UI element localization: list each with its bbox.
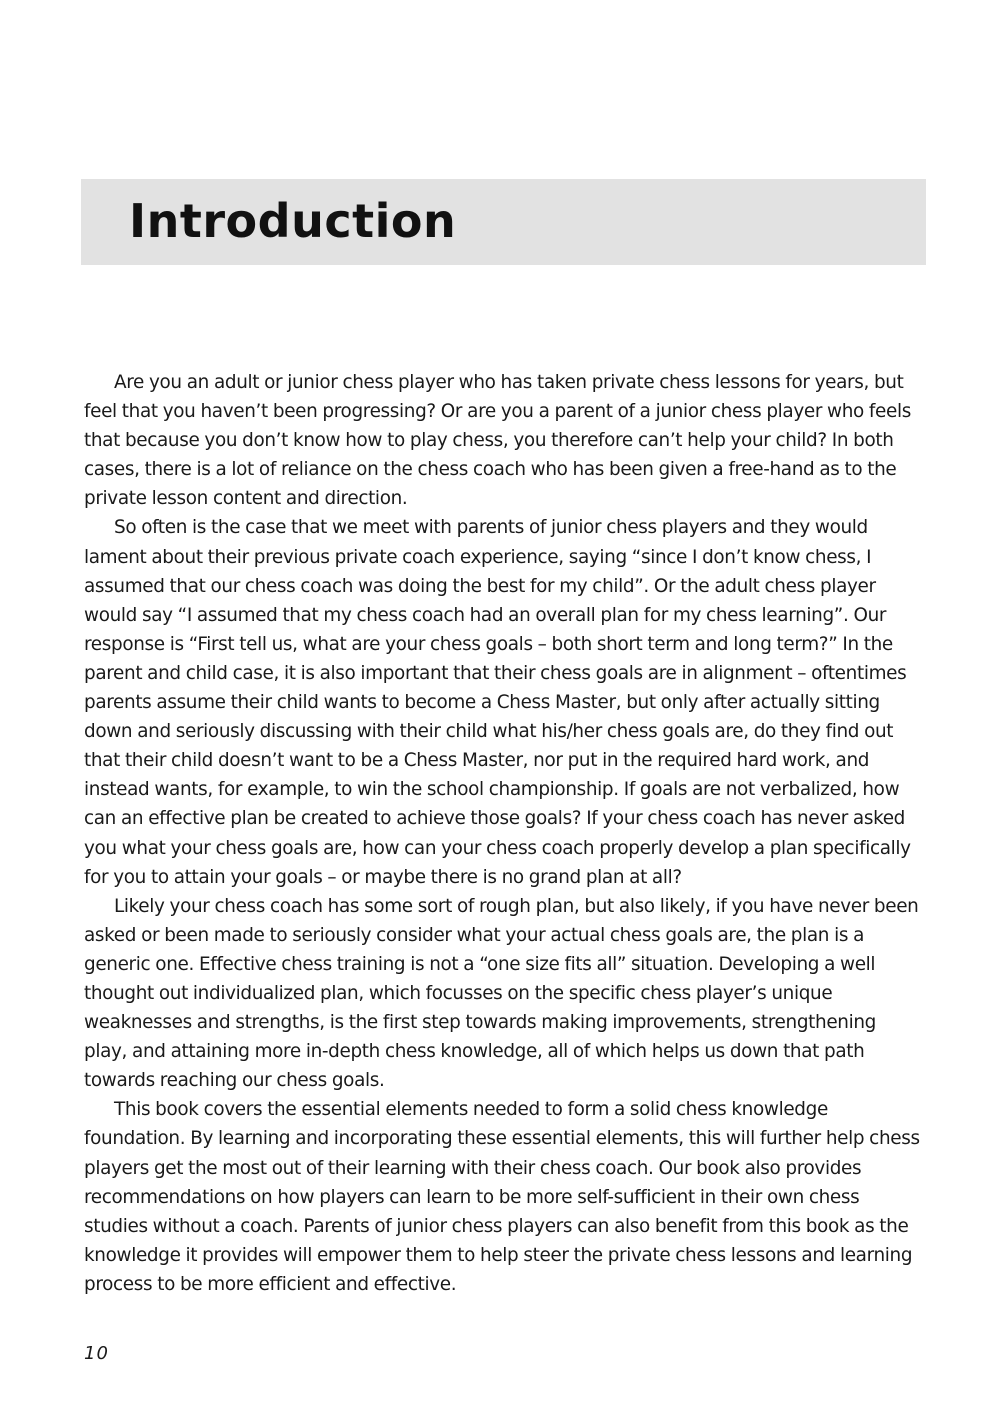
paragraph-3: Likely your chess coach has some sort of rough plan, but also likely, if you have never been asked or been made to seriously consider what your actual chess goals are, the plan is a generic one. Effective chess training is not a “one size fits all” situation. Developing a well thought out individualized plan, which focusses on the specific chess player’s unique weaknesses and strengths, is the first step towards making improvements, strengthening play, and attaining more in-depth chess knowledge, all of which helps us down that path towards reaching our chess goals. (84, 895, 919, 1092)
chapter-title: Introduction (129, 194, 457, 248)
page-number: 10 (84, 1343, 109, 1364)
body-text (84, 368, 920, 1299)
chapter-title-band (81, 179, 926, 265)
paragraph-4: This book covers the essential elements needed to form a solid chess knowledge foundation. By learning and incorporating these essential elements, this will further help chess players get the most out of their learning with their chess coach. Our book also provides recommendations on how players can learn to be more self-sufficient in their own chess studies without a coach. Parents of junior chess players can also benefit from this book as the knowledge it provides will empower them to help steer the private chess lessons and learning process to be more efficient and effective. (84, 1099, 920, 1295)
paragraph-2: So often is the case that we meet with parents of junior chess players and they would lament about their previous private coach experience, saying “since I don’t know chess, I assumed that our chess coach was doing the best for my child”. Or the adult chess player would say “I assumed that my chess coach had an overall plan for my chess learning”. Our response is “First tell us, what are your chess goals – both short term and long term?” In the parent and child case, it is also important that their chess goals are in alignment – oftentimes parents assume their child wants to become a Chess Master, but only after actually sitting down and seriously discussing with their child what his/her chess goals are, do they find out that their child doesn’t want to be a Chess Master, nor put in the required hard work, and instead wants, for example, to win the school championship. If goals are not verbalized, how can an effective plan be created to achieve those goals? If your chess coach has never asked you what your chess goals are, how can your chess coach properly develop a plan specifically for you to attain your goals – or maybe there is no grand plan at all? (84, 517, 911, 888)
paragraph-1: Are you an adult or junior chess player who has taken private chess lessons for years, but feel that you haven’t been progressing? Or are you a parent of a junior chess player who feels that because you don’t know how to play chess, you therefore can’t help your child? In both cases, there is a lot of reliance on the chess coach who has been given a free-hand as to the private lesson content and direction. (84, 372, 911, 510)
